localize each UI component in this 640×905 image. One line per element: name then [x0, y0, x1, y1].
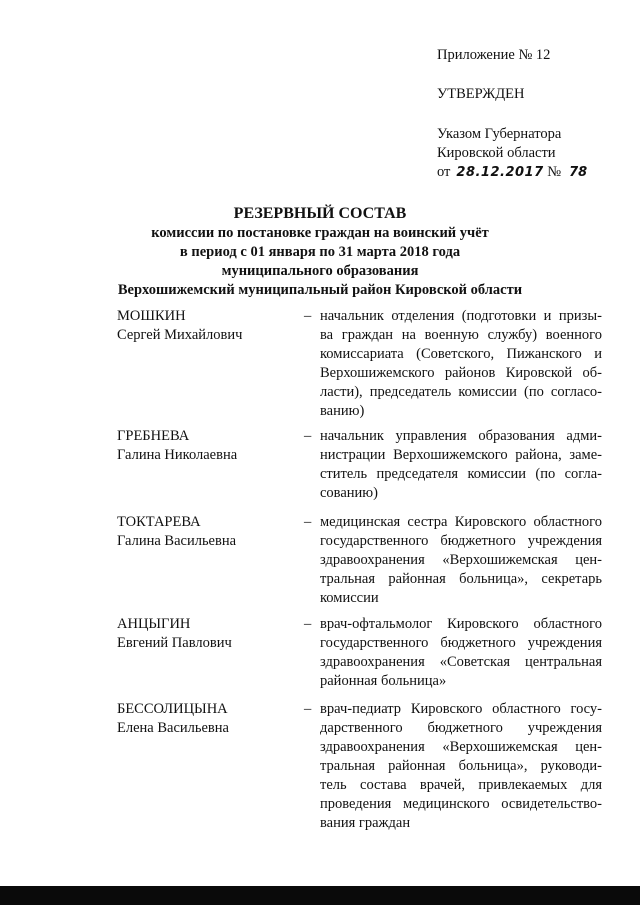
scan-edge-bar: [0, 886, 640, 905]
document-title: РЕЗЕРВНЫЙ СОСТАВ: [233, 205, 407, 222]
role-line: ститель председателя комиссии (по согла-: [320, 466, 602, 482]
member-name: [117, 513, 236, 551]
member-role: [320, 307, 602, 421]
member-surname: МОШКИН: [117, 308, 186, 324]
approval-block: [437, 46, 587, 182]
member-role: [320, 427, 602, 503]
member-name: [117, 615, 232, 653]
role-line: тральная районная больница», секретарь: [320, 571, 602, 587]
role-line: здравоохранения «Советская центральная: [320, 654, 602, 670]
role-line: ва граждан на военную службу) военного: [320, 327, 602, 343]
role-line: Верхошижемского районов Кировской об-: [320, 365, 602, 381]
role-line: тральная районная больница», руководи-: [320, 758, 602, 774]
heading-line-1: комиссии по постановке граждан на воинский учёт: [151, 225, 489, 241]
handwritten-number: 78: [569, 165, 588, 180]
dash-separator: –: [304, 701, 312, 717]
role-line: врач-педиатр Кировского областного госу-: [320, 701, 602, 717]
role-line: ванию): [320, 403, 365, 419]
role-line: комиссии: [320, 590, 379, 606]
role-line: нистрации Верхошижемского района, заме-: [320, 447, 602, 463]
member-name: [117, 307, 242, 345]
approved-label: УТВЕРЖДЕН: [437, 86, 525, 102]
member-name: [117, 700, 229, 738]
role-line: сованию): [320, 485, 378, 501]
member-given-name: Галина Николаевна: [117, 447, 238, 463]
decree-date-line: [437, 163, 587, 182]
member-role: [320, 513, 602, 608]
role-line: здравоохранения «Верхошижемская цен-: [320, 739, 602, 755]
role-line: комиссариата (Советского, Пижанского и: [320, 346, 602, 362]
role-line: проведения медицинского освидетельство-: [320, 796, 602, 812]
role-line: начальник управления образования адми-: [320, 428, 602, 444]
member-surname: БЕССОЛИЦЫНА: [117, 701, 228, 717]
heading-line-3: муниципального образования: [221, 263, 419, 279]
handwritten-date: 28.12.2017: [456, 165, 544, 180]
decree-line-1: Указом Губернатора: [437, 126, 562, 142]
decree-line-2: Кировской области: [437, 145, 556, 161]
role-line: врач-офтальмолог Кировского областного: [320, 616, 602, 632]
role-line: здравоохранения «Верхошижемская цен-: [320, 552, 602, 568]
member-surname: ГРЕБНЕВА: [117, 428, 190, 444]
document-heading: [0, 204, 640, 300]
dash-separator: –: [304, 428, 312, 444]
appendix-label: Приложение № 12: [437, 47, 551, 63]
role-line: районная больница»: [320, 673, 447, 689]
member-surname: ТОКТАРЕВА: [117, 514, 201, 530]
heading-line-2: в период с 01 января по 31 марта 2018 года: [179, 244, 461, 260]
member-role: [320, 615, 602, 691]
role-line: тель состава врачей, привлекаемых для: [320, 777, 602, 793]
member-given-name: Галина Васильевна: [117, 533, 237, 549]
member-given-name: Елена Васильевна: [117, 720, 229, 736]
from-label: от: [437, 164, 451, 180]
role-line: начальник отделения (подготовки и призы-: [320, 308, 602, 324]
member-role: [320, 700, 602, 833]
member-name: [117, 427, 237, 465]
dash-separator: –: [304, 616, 312, 632]
role-line: вания граждан: [320, 815, 411, 831]
number-label: №: [547, 164, 562, 180]
role-line: государственного бюджетного учреждения: [320, 533, 602, 549]
role-line: медицинская сестра Кировского областного: [320, 514, 602, 530]
member-given-name: Евгений Павлович: [117, 635, 232, 651]
role-line: ласти), председатель комиссии (по согласо-: [320, 384, 602, 400]
dash-separator: –: [304, 514, 312, 530]
dash-separator: –: [304, 308, 312, 324]
member-surname: АНЦЫГИН: [117, 616, 191, 632]
member-given-name: Сергей Михайлович: [117, 327, 243, 343]
role-line: государственного бюджетного учреждения: [320, 635, 602, 651]
heading-line-4: Верхошижемский муниципальный район Кировской области: [117, 282, 523, 298]
role-line: дарственного бюджетного учреждения: [320, 720, 602, 736]
